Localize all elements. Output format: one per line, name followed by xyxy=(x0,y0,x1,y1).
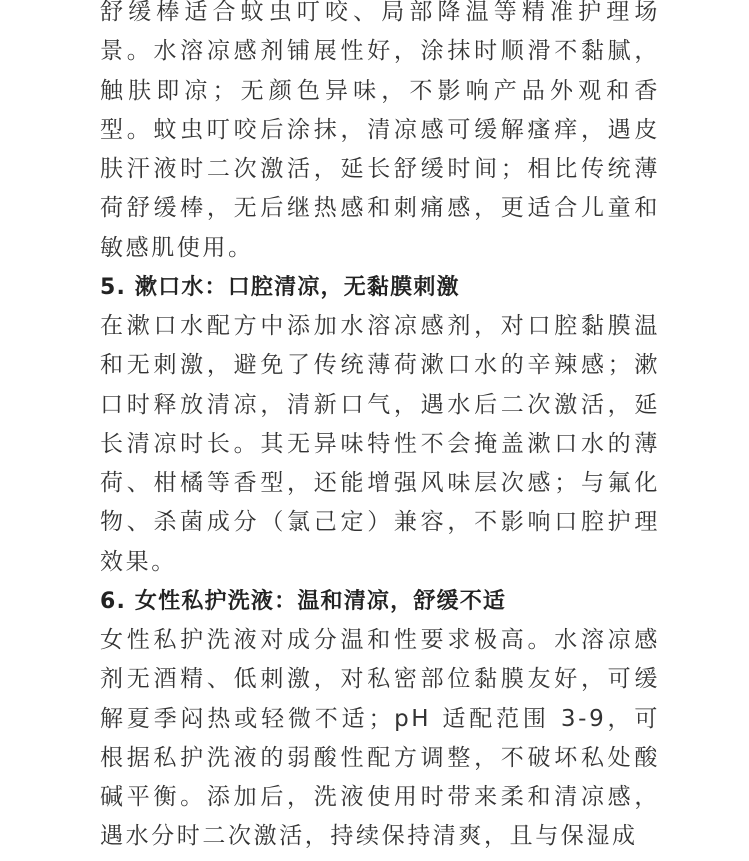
section-5-heading: 5. 漱口水：口腔清凉，无黏膜刺激 xyxy=(100,274,460,300)
article-body xyxy=(100,0,660,857)
section-6-heading: 6. 女性私护洗液：温和清凉，舒缓不适 xyxy=(100,588,507,614)
section-6-paragraph: 女性私护洗液对成分温和性要求极高。水溶凉感剂无酒精、低刺激，对私密部位黏膜友好，可缓解夏季闷热或轻微不适；pH 适配范围 3-9，可根据私护洗液的弱酸性配方调整，不破坏私处酸碱平衡。添加后，洗液使用时带来柔和清凉感，遇水分时二次激活，持续保持清爽，且与保湿成 xyxy=(100,627,660,850)
intro-paragraph: 舒缓棒适合蚊虫叮咬、局部降温等精准护理场景。水溶凉感剂铺展性好，涂抹时顺滑不黏腻，触肤即凉；无颜色异味，不影响产品外观和香型。蚊虫叮咬后涂抹，清凉感可缓解瘙痒，遇皮肤汗液时二次激活，延长舒缓时间；相比传统薄荷舒缓棒，无后继热感和刺痛感，更适合儿童和敏感肌使用。 xyxy=(100,0,660,261)
section-5-paragraph: 在漱口水配方中添加水溶凉感剂，对口腔黏膜温和无刺激，避免了传统薄荷漱口水的辛辣感；漱口时释放清凉，清新口气，遇水后二次激活，延长清凉时长。其无异味特性不会掩盖漱口水的薄荷、柑橘等香型，还能增强风味层次感；与氟化物、杀菌成分（氯己定）兼容，不影响口腔护理效果。 xyxy=(100,313,660,575)
